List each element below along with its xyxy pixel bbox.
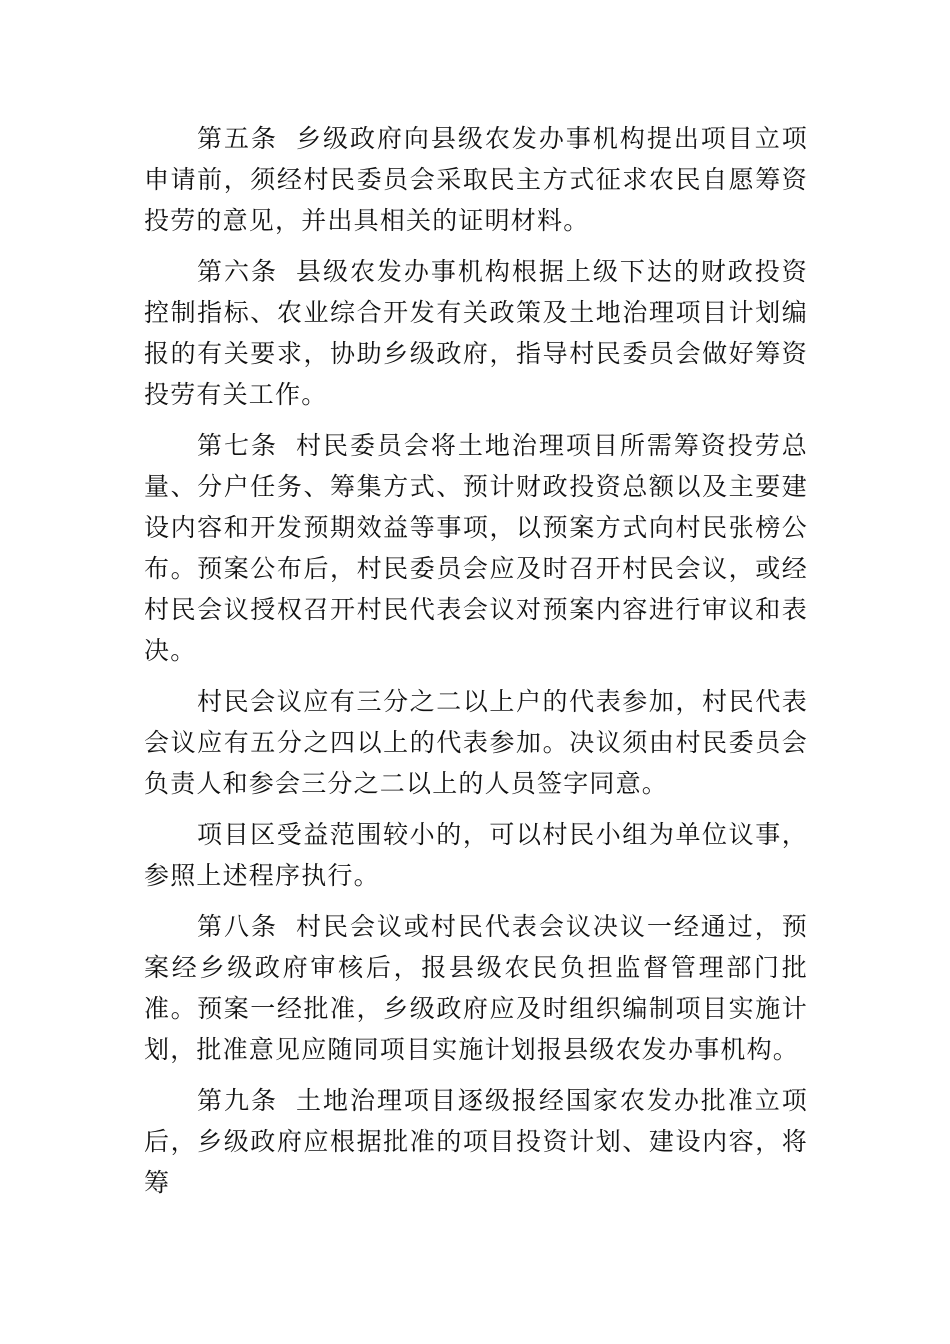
paragraph-text: 项目区受益范围较小的，可以村民小组为单位议事，参照上述程序执行。 (144, 820, 808, 890)
article-6-paragraph (144, 251, 808, 415)
article-number: 第七条 (197, 431, 278, 460)
article-number: 第五条 (197, 124, 278, 153)
article-text: 村民委员会将土地治理项目所需筹资投劳总量、分户任务、筹集方式、预计财政投资总额以及主要建设内容和开发预期效益等事项，以预案方式向村民张榜公布。预案公布后，村民委员会应及时召开村民会议，或经村民会议授权召开村民代表会议对预案内容进行审议和表决。 (144, 431, 808, 665)
article-text: 乡级政府向县级农发办事机构提出项目立项申请前，须经村民委员会采取民主方式征求农民自愿筹资投劳的意见，并出具相关的证明材料。 (144, 124, 808, 235)
document-body (144, 118, 808, 1213)
article-number: 第八条 (197, 912, 278, 941)
article-number: 第九条 (197, 1086, 278, 1115)
article-text: 村民会议或村民代表会议决议一经通过，预案经乡级政府审核后，报县级农民负担监督管理部门批准。预案一经批准，乡级政府应及时组织编制项目实施计划，批准意见应随同项目实施计划报县级农发办事机构。 (144, 912, 808, 1064)
article-number: 第六条 (197, 257, 278, 286)
article-7-paragraph (144, 425, 808, 671)
paragraph-text: 村民会议应有三分之二以上户的代表参加，村民代表会议应有五分之四以上的代表参加。决议须由村民委员会负责人和参会三分之二以上的人员签字同意。 (144, 687, 808, 798)
article-9-paragraph (144, 1080, 808, 1203)
article-8-paragraph (144, 906, 808, 1070)
article-text: 土地治理项目逐级报经国家农发办批准立项后，乡级政府应根据批准的项目投资计划、建设内容，将筹 (144, 1086, 808, 1197)
article-5-paragraph (144, 118, 808, 241)
article-text: 县级农发办事机构根据上级下达的财政投资控制指标、农业综合开发有关政策及土地治理项目计划编报的有关要求，协助乡级政府，指导村民委员会做好筹资投劳有关工作。 (144, 257, 808, 409)
article-7-continuation-small-group (144, 814, 808, 896)
article-7-continuation-quorum (144, 681, 808, 804)
